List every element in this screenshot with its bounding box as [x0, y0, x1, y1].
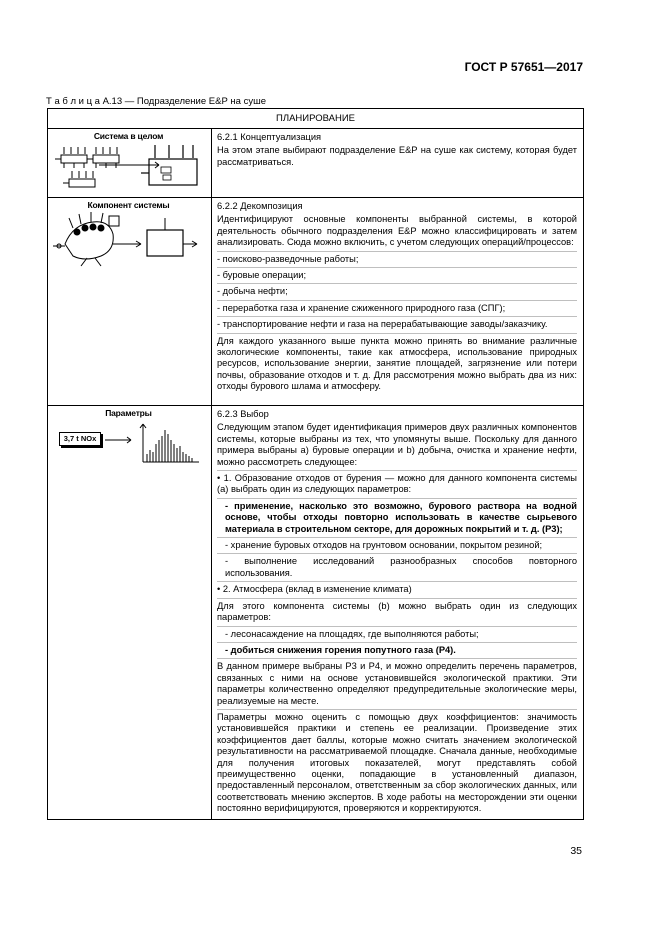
section-title: 6.2.3 Выбор [217, 409, 269, 419]
list-item: - переработка газа и хранение сжиженного природного газа (СПГ); [217, 300, 577, 316]
figure-title: Параметры [105, 408, 152, 418]
figure-cell [48, 406, 212, 819]
list-item: - добыча нефти; [217, 283, 577, 299]
paragraph: Идентифицируют основные компоненты выбранной системы, в которой деятельность обычного подразделения Е&Р можно классифицировать и затем анализировать. Сюда можно включить, с учетом следующих операций/процессов: [217, 214, 577, 248]
figure-title: Система в целом [93, 131, 164, 141]
list-item: - применение, насколько это возможно, бурового раствора на водной основе, чтобы отходы повторно использовать в качестве сырьевого материала в строительном секторе, для дорожных покрытий и т. д. (Р3); [217, 498, 577, 537]
component-box [147, 230, 183, 256]
list-item: • 2. Атмосфера (вклад в изменение климата) [217, 581, 577, 597]
list-item: - выполнение исследований разнообразных способов повторного использования. [217, 553, 577, 581]
text-cell [212, 198, 583, 405]
component-box [55, 147, 159, 187]
table-caption: Т а б л и ц а А.13 — Подразделение Е&Р на суше [46, 96, 266, 107]
section-title: 6.2.2 Декомпозиция [217, 201, 303, 211]
table-row [48, 197, 583, 405]
figure-cell [48, 198, 212, 405]
text-cell [212, 406, 583, 819]
list-item: - хранение буровых отходов на грунтовом основании, покрытом резиной; [217, 537, 577, 553]
page-number: 35 [570, 845, 582, 857]
system-box [141, 145, 197, 185]
list-item: • 1. Образование отходов от бурения — можно для данного компонента системы (а) выбрать один из следующих параметров: [217, 470, 577, 498]
figure-title: Компонент системы [87, 200, 170, 210]
section-title: 6.2.1 Концептуализация [217, 132, 322, 142]
paragraph: Параметры можно оценить с помощью двух коэффициентов: значимость установившейся практики и степень ее реализации. Произведение этих коэффициентов дает баллы, которые можно считать значением экологической результативности на рассматриваемой площадке. Сначала данные, необходимые для получения итоговых показателей, могут представлять собой преимущественно оценки, попадающие в установленный диапазон, предоставленный персоналом, ответственным за сбор экологических данных, или соответствовать мнению экспертов. В ходе работы на месторождении эти оценки постоянно верифицируются, проверяются и корректируются. [217, 709, 577, 817]
paragraph: В данном примере выбраны Р3 и Р4, и можно определить перечень параметров, связанных с ними на основе установившейся экологической практики. Эти параметры количественно определяют предупредительные экологические меры, реализуемые на месте. [217, 658, 577, 709]
parameter-label: 3,7 t NOx [59, 432, 101, 446]
system-diagram [51, 141, 205, 193]
table-row [48, 129, 583, 197]
planning-table [47, 108, 584, 820]
paragraph: Следующим этапом будет идентификация примеров двух различных компонентов системы, которые выбраны из тех, что упомянуты выше. Поскольку для данного примера выбраны а) буровые операции и b) добыча, очистка и хранение нефти, можно рассмотреть следующее: [217, 422, 577, 467]
text-cell [212, 129, 583, 197]
table-header: ПЛАНИРОВАНИЕ [48, 109, 583, 129]
parameters-figure [51, 418, 205, 468]
paragraph: Для каждого указанного выше пункта можно принять во внимание различные экологические компоненты, такие как атмосфера, использование природных ресурсов, использование энергии, занятие площадей, загрязнение или потери почвы, образование отходов и т. д. Для рассмотрения можно выбрать два из них: отходы бурового шлама и атмосферу. [217, 333, 577, 395]
figure-cell [48, 129, 212, 197]
standard-number: ГОСТ Р 57651—2017 [464, 60, 583, 74]
table-row [48, 405, 583, 819]
list-item: - поисково-разведочные работы; [217, 251, 577, 267]
paragraph: На этом этапе выбирают подразделение Е&Р на суше как систему, которая будет рассматриваться. [217, 145, 577, 167]
list-item: - добиться снижения горения попутного газа (Р4). [217, 642, 577, 658]
list-item: - транспортирование нефти и газа на перерабатывающие заводы/заказчику. [217, 316, 577, 332]
paragraph: Для этого компонента системы (b) можно выбрать один из следующих параметров: [217, 598, 577, 626]
component-diagram [51, 210, 205, 268]
list-item: - буровые операции; [217, 267, 577, 283]
list-item: - лесонасаждение на площадях, где выполняются работы; [217, 626, 577, 642]
histogram-icon [51, 418, 205, 468]
